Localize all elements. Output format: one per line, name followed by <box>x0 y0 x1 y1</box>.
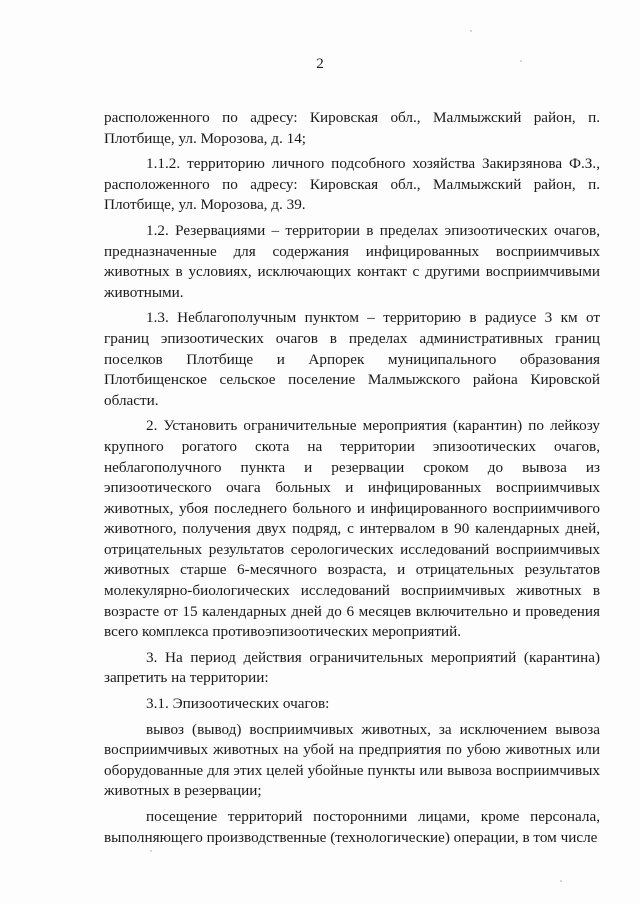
scan-speck <box>470 30 472 32</box>
paragraph-1-3: 1.3. Неблагополучным пунктом – территорию в радиусе 3 км от границ эпизоотических очагов в пределах административных границ поселков Плотбище и Арпорек муниципального образования Плотбищенское сельское поселение Малмыжского района Кировской области. <box>104 309 600 409</box>
scan-speck <box>150 850 152 852</box>
paragraph-1-2: 1.2. Резервациями – территории в пределах эпизоотических очагов, предназначенные для содержания инфицированных восприимчивых животных в условиях, исключающих контакт с другими восприимчивыми животными. <box>104 221 600 301</box>
page-number: 2 <box>316 56 324 72</box>
document-body <box>104 108 600 853</box>
paragraph-3: 3. На период действия ограничительных мероприятий (карантина) запретить на территории: <box>104 648 600 687</box>
paragraph-3-1-visits: посещение территорий посторонними лицами, кроме персонала, выполняющего производственные (технологические) операции, в том числе <box>104 808 600 846</box>
paragraph-address-continuation: расположенного по адресу: Кировская обл., Малмыжский район, п. Плотбище, ул. Морозова, д. 14; <box>104 109 600 147</box>
scan-speck <box>520 60 522 62</box>
paragraph-2: 2. Установить ограничительные мероприятия (карантин) по лейкозу крупного рогатого скота на территории эпизоотических очагов, неблагополучного пункта и резервации сроком до вывоза из эпизоотического очага больных и инфицированных восприимчивых животных, убоя последнего больного и инфицированного восприимчивого животного, получения двух подряд, с интервалом в 90 календарных дней, отрицательных результатов серологических исследований восприимчивых животных старше 6-месячного возраста, и отрицательных результатов молекулярно-биологических исследований восприимчивых животных в возрасте от 15 календарных дней до 6 месяцев включительно и проведения всего комплекса противоэпизоотических мероприятий. <box>104 417 600 641</box>
scan-speck <box>560 880 562 882</box>
paragraph-1-1-2: 1.1.2. территорию личного подсобного хозяйства Закирзянова Ф.З., расположенного по адресу: Кировская обл., Малмыжский район, п. Плотбище, ул. Морозова, д. 39. <box>104 155 600 214</box>
paragraph-3-1: 3.1. Эпизоотических очагов: <box>146 695 330 713</box>
paragraph-3-1-removal: вывоз (вывод) восприимчивых животных, за исключением вывоза восприимчивых животных на убой на предприятия по убою животных или оборудованные для этих целей убойные пункты или вывоза восприимчивых животных в резервации; <box>104 720 600 800</box>
